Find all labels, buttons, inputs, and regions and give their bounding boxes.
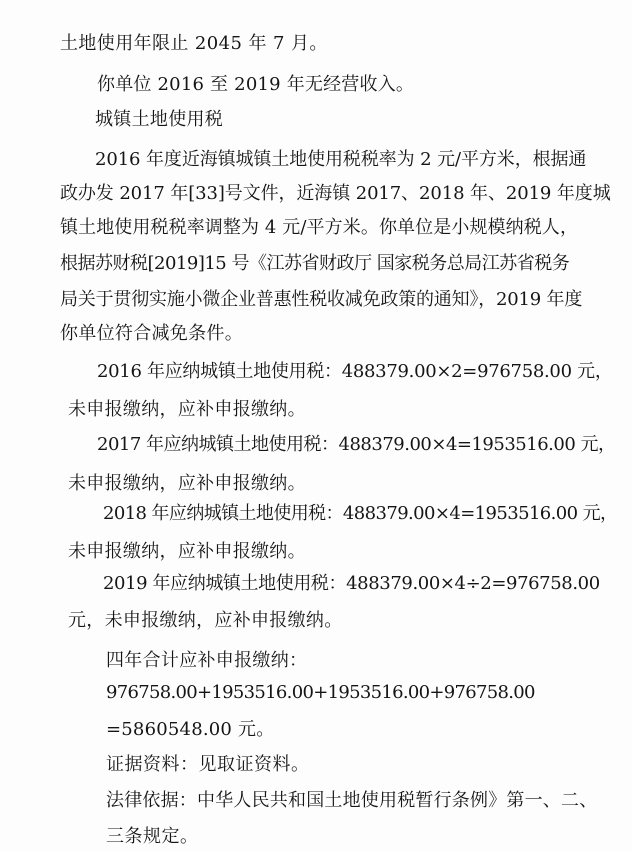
text-line-tax-2018: 2018 年应纳城镇土地使用税：488379.00×4=1953516.00 元， (103, 503, 618, 524)
text-line-unpaid-2017: 未申报缴纳，应补申报缴纳。 (68, 473, 306, 494)
text-line-total-result: =5860548.00 元。 (106, 719, 275, 740)
text-line-four-year-total-heading: 四年合计应补申报缴纳： (106, 650, 308, 671)
text-line-rate-document: 政办发 2017 年[33]号文件，近海镇 2017、2018 年、2019 年度城 (60, 183, 611, 204)
text-line-rate-adjustment: 镇土地使用税税率调整为 4 元/平方米。你单位是小规模纳税人， (60, 217, 579, 238)
text-line-legal-articles: 三条规定。 (106, 826, 199, 847)
text-line-unpaid-2019: 元，未申报缴纳，应补申报缴纳。 (68, 610, 343, 631)
text-line-evidence: 证据资料：见取证资料。 (106, 754, 310, 775)
text-line-tax-2016: 2016 年应纳城镇土地使用税：488379.00×2=976758.00 元， (97, 361, 613, 382)
text-line-total-formula: 976758.00+1953516.00+1953516.00+976758.00 (106, 682, 535, 703)
text-line-legal-basis: 法律依据：中华人民共和国土地使用税暂行条例》第一、二、 (106, 790, 598, 811)
text-line-policy-title: 局关于贯彻实施小微企业普惠性税收减免政策的通知》，2019 年度 (60, 289, 583, 310)
text-line-tax-2017: 2017 年应纳城镇土地使用税：488379.00×4=1953516.00 元， (97, 434, 616, 455)
text-line-unpaid-2018: 未申报缴纳，应补申报缴纳。 (68, 541, 306, 562)
text-line-land-use-term: 土地使用年限止 2045 年 7 月。 (60, 33, 328, 54)
text-line-eligibility: 你单位符合减免条件。 (60, 323, 243, 344)
text-line-no-income: 你单位 2016 至 2019 年无经营收入。 (97, 74, 415, 95)
text-line-tax-rate-2016: 2016 年度近海镇城镇土地使用税税率为 2 元/平方米，根据通 (95, 149, 587, 170)
text-line-tax-2019: 2019 年应纳城镇土地使用税：488379.00×4÷2=976758.00 (103, 573, 600, 594)
section-heading-urban-land-use-tax: 城镇土地使用税 (95, 109, 224, 130)
text-line-unpaid-2016: 未申报缴纳，应补申报缴纳。 (68, 399, 306, 420)
text-line-policy-reference: 根据苏财税[2019]15 号《江苏省财政厅 国家税务总局江苏省税务 (60, 253, 570, 274)
